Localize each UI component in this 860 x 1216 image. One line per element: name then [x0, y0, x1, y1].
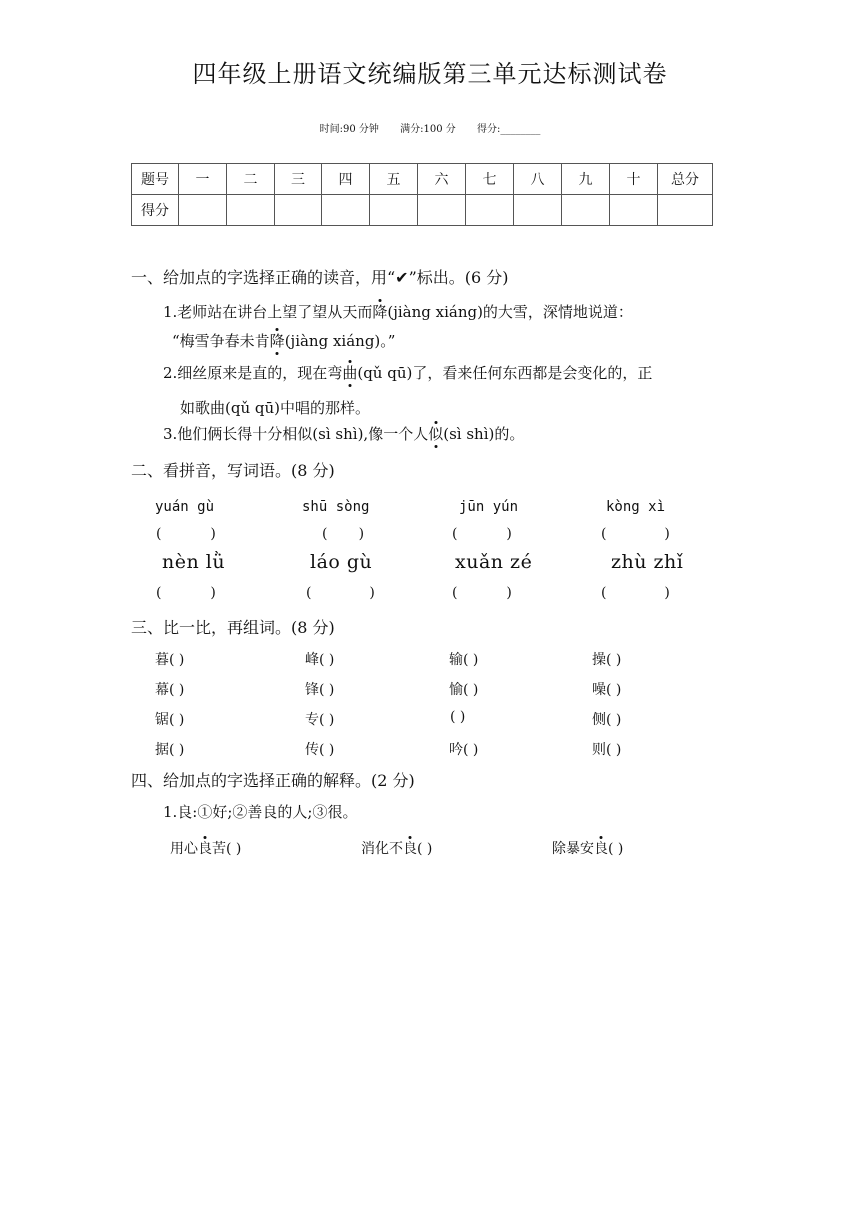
compare-item[interactable]: 锯( ) — [155, 712, 185, 728]
text: 用心 — [170, 841, 198, 857]
compare-item[interactable]: 幕( ) — [155, 682, 185, 698]
question-1-2 — [163, 362, 652, 383]
exam-meta — [0, 120, 860, 135]
pinyin-item: zhù zhǐ — [611, 551, 684, 573]
pinyin-item: xuǎn zé — [455, 551, 533, 573]
answer-bracket[interactable]: ( ) — [601, 585, 670, 601]
score-field: 得分:________ — [476, 124, 541, 135]
score-input-cell[interactable] — [418, 195, 466, 226]
answer-bracket[interactable]: ( ) — [322, 526, 365, 542]
page-title: 四年级上册语文统编版第三单元达标测试卷 — [192, 60, 668, 88]
dotted-char: 良 — [403, 838, 417, 858]
answer-bracket[interactable]: ( ) — [452, 585, 512, 601]
pinyin-item: láo gù — [310, 551, 373, 573]
score-cell: 九 — [562, 164, 610, 195]
compare-item[interactable]: 峰( ) — [305, 652, 335, 668]
score-input-cell[interactable] — [227, 195, 275, 226]
score-table-header-row — [132, 164, 713, 195]
dotted-char: 似 — [428, 425, 444, 443]
question-1-2-cont: 如歌曲(qǔ qū)中唱的那样。 — [180, 399, 370, 417]
score-cell: 十 — [610, 164, 658, 195]
answer-bracket[interactable]: ( ) — [452, 526, 512, 542]
time-limit: 时间:90 分钟 — [319, 124, 379, 135]
dotted-char: 降 — [269, 332, 285, 350]
text: 消化不 — [361, 841, 403, 857]
compare-item[interactable]: 专( ) — [305, 712, 335, 728]
section-2-title: 二、看拼音，写词语。(8 分) — [131, 461, 335, 480]
score-table-score-row — [132, 195, 713, 226]
section-4-title: 四、给加点的字选择正确的解释。(2 分) — [131, 771, 415, 790]
compare-item[interactable]: 则( ) — [592, 742, 622, 758]
score-input-cell[interactable] — [370, 195, 418, 226]
answer-bracket[interactable]: ( ) — [156, 585, 216, 601]
text: 2.细丝原来是直的，现在弯 — [163, 364, 343, 382]
pinyin-item: jūn yún — [459, 499, 519, 515]
pinyin-item: kòng xì — [606, 499, 666, 515]
compare-item[interactable]: 噪( ) — [592, 682, 622, 698]
answer-bracket[interactable]: ( ) — [601, 526, 670, 542]
text: (qǔ qū)了，看来任何东西都是会变化的，正 — [357, 364, 653, 382]
score-cell: 总分 — [658, 164, 713, 195]
dotted-char: 曲 — [342, 364, 358, 382]
score-cell: 五 — [370, 164, 418, 195]
score-cell: 一 — [179, 164, 227, 195]
text: ( ) — [608, 841, 624, 857]
section-1-title: 一、给加点的字选择正确的读音，用“✔”标出。(6 分) — [131, 268, 509, 287]
question-1-3 — [163, 423, 524, 444]
pinyin-item: shū sòng — [302, 499, 370, 515]
question-1-1 — [163, 301, 633, 322]
text: (jiàng xiáng)。” — [284, 332, 396, 350]
score-input-cell[interactable] — [179, 195, 227, 226]
meaning-item[interactable] — [361, 838, 432, 858]
score-input-cell[interactable] — [562, 195, 610, 226]
compare-item[interactable]: 暮( ) — [155, 652, 185, 668]
meaning-item[interactable] — [170, 838, 241, 858]
meaning-item[interactable] — [552, 838, 623, 858]
score-cell: 题号 — [132, 164, 179, 195]
compare-item[interactable]: 侧( ) — [592, 712, 622, 728]
compare-item[interactable]: 输( ) — [449, 652, 479, 668]
text: ( ) — [417, 841, 433, 857]
text: 3.他们俩长得十分相似(sì shì),像一个人 — [163, 425, 429, 443]
text: 苦( ) — [212, 841, 242, 857]
compare-item[interactable]: 愉( ) — [449, 682, 479, 698]
answer-bracket[interactable]: ( ) — [306, 585, 375, 601]
score-cell: 二 — [227, 164, 275, 195]
compare-item[interactable]: 吟( ) — [449, 742, 479, 758]
compare-item[interactable]: 锋( ) — [305, 682, 335, 698]
score-input-cell[interactable] — [275, 195, 322, 226]
text: 除暴安 — [552, 841, 594, 857]
text: 1.老师站在讲台上望了望从天而 — [163, 303, 373, 321]
text: (jiàng xiáng)的大雪，深情地说道： — [387, 303, 633, 321]
compare-item[interactable]: ( ) — [450, 709, 466, 725]
text: “梅雪争春未肯 — [172, 332, 270, 350]
score-input-cell[interactable] — [658, 195, 713, 226]
score-table — [131, 163, 713, 226]
score-cell: 三 — [275, 164, 322, 195]
pinyin-item: nèn lǜ — [162, 551, 226, 573]
compare-item[interactable]: 传( ) — [305, 742, 335, 758]
score-cell: 得分 — [132, 195, 179, 226]
full-score: 满分:100 分 — [400, 124, 456, 135]
compare-item[interactable]: 据( ) — [155, 742, 185, 758]
score-input-cell[interactable] — [466, 195, 514, 226]
score-cell: 四 — [322, 164, 370, 195]
score-cell: 六 — [418, 164, 466, 195]
score-input-cell[interactable] — [610, 195, 658, 226]
score-input-cell[interactable] — [514, 195, 562, 226]
answer-bracket[interactable]: ( ) — [156, 526, 216, 542]
score-input-cell[interactable] — [322, 195, 370, 226]
dotted-char: 良 — [198, 838, 212, 858]
question-4-1: 1.良:①好;②善良的人;③很。 — [163, 803, 358, 821]
compare-item[interactable]: 操( ) — [592, 652, 622, 668]
text: (sì shì)的。 — [443, 425, 525, 443]
dotted-char: 良 — [594, 838, 608, 858]
question-1-1-cont — [172, 330, 395, 351]
score-cell: 八 — [514, 164, 562, 195]
pinyin-item: yuán gù — [155, 499, 215, 515]
score-cell: 七 — [466, 164, 514, 195]
dotted-char: 降 — [372, 303, 388, 321]
section-3-title: 三、比一比，再组词。(8 分) — [131, 618, 335, 637]
